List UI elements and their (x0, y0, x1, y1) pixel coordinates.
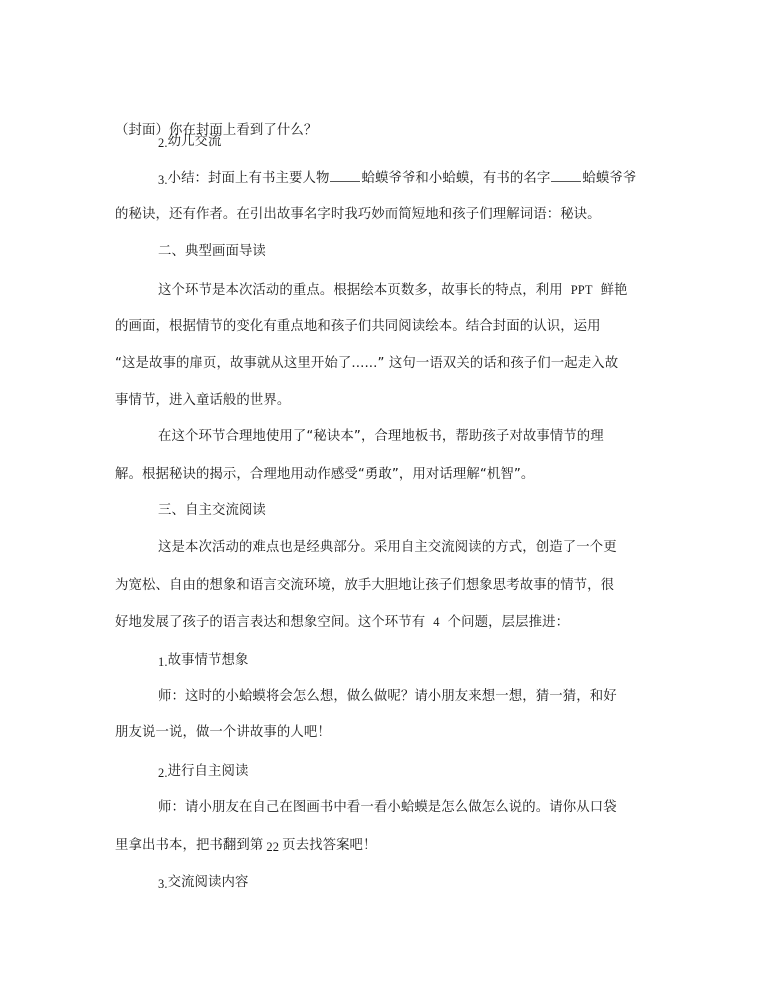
text: 好地发展了孩子的语言表达和想象空间。这个环节有 (115, 615, 426, 630)
paragraph-line (115, 392, 660, 410)
latin-text: PPT (570, 283, 593, 297)
paragraph-line (115, 613, 660, 632)
text: 交流阅读内容 (167, 875, 249, 890)
list-item-2 (158, 132, 660, 151)
section-heading-3 (158, 502, 660, 520)
text: 进行自主阅读 (167, 764, 249, 779)
text: 师：这时的小蛤蟆将会怎么想，做么做呢？请小朋友来想一想，猜一猜，和好 (158, 689, 617, 704)
section-heading-2 (158, 243, 660, 261)
paragraph-line (158, 428, 660, 446)
paragraph-line (158, 281, 660, 300)
item-number: 3. (158, 877, 168, 891)
paragraph-line (158, 799, 660, 817)
text: 幼儿交流 (167, 134, 222, 149)
text: 为宽松、自由的想象和语言交流环境，放手大胆地让孩子们想象思考故事的情节，很 (115, 578, 615, 593)
paragraph-line (115, 206, 660, 224)
paragraph-line (158, 688, 660, 706)
text: 师：请小朋友在自己在图画书中看一看小蛤蟆是怎么做怎么说的。请你从口袋 (158, 800, 617, 815)
text: 在这个环节合理地使用了“秘诀本”，合理地板书，帮助孩子对故事情节的理 (158, 429, 604, 444)
text: 故事情节想象 (167, 653, 249, 668)
paragraph-line (115, 836, 660, 855)
paragraph-line (115, 355, 660, 373)
number-text: 4 (433, 615, 440, 629)
text: 鲜艳 (600, 283, 628, 298)
paragraph-line (115, 577, 660, 595)
item-number: 1. (158, 655, 168, 669)
text: 的画面，根据情节的变化有重点地和孩子们共同阅读绘本。结合封面的认识，运用 (115, 319, 601, 334)
text: 事情节，进入童话般的世界。 (115, 393, 291, 408)
paragraph-line (115, 724, 660, 742)
dash-line (551, 181, 581, 182)
paragraph-line (115, 318, 660, 336)
text: 解。根据秘诀的揭示，合理地用动作感受“勇敢”，用对话理解“机智”。 (115, 467, 535, 482)
list-item-1 (158, 651, 660, 670)
item-number: 2. (158, 136, 168, 150)
text: 个问题，层层推进： (447, 615, 570, 630)
dash-line (330, 181, 360, 182)
number-text: 22 (266, 840, 280, 854)
text: 朋友说一说，做一个讲故事的人吧！ (115, 725, 331, 740)
list-item-3 (158, 169, 660, 188)
list-item-3 (158, 873, 660, 892)
heading-text: 二、典型画面导读 (158, 244, 266, 259)
text: 这个环节是本次活动的重点。根据绘本页数多，故事长的特点，利用 (158, 283, 563, 298)
text: 小结：封面上有书主要人物 (167, 171, 330, 186)
text: 的秘诀，还有作者。在引出故事名字时我巧妙而简短地和孩子们理解词语：秘诀。 (115, 207, 601, 222)
text: （封面）你在封面上看到了什么？ (115, 123, 318, 138)
text: 蛤蟆爷爷和小蛤蟆，有书的名字 (361, 171, 551, 186)
text: 页去找答案吧！ (282, 838, 377, 853)
text: “这是故事的扉页，故事就从这里开始了......” 这句一语双关的话和孩子们一起走入故 (115, 356, 619, 371)
paragraph-line (158, 539, 660, 557)
text: 里拿出书本，把书翻到第 (115, 838, 264, 853)
text: 蛤蟆爷爷 (582, 171, 637, 186)
item-number: 3. (158, 173, 168, 187)
heading-text: 三、自主交流阅读 (158, 503, 266, 518)
list-item-2 (158, 762, 660, 781)
paragraph-line (115, 466, 660, 484)
text: 这是本次活动的难点也是经典部分。采用自主交流阅读的方式，创造了一个更 (158, 540, 617, 555)
item-number: 2. (158, 766, 168, 780)
